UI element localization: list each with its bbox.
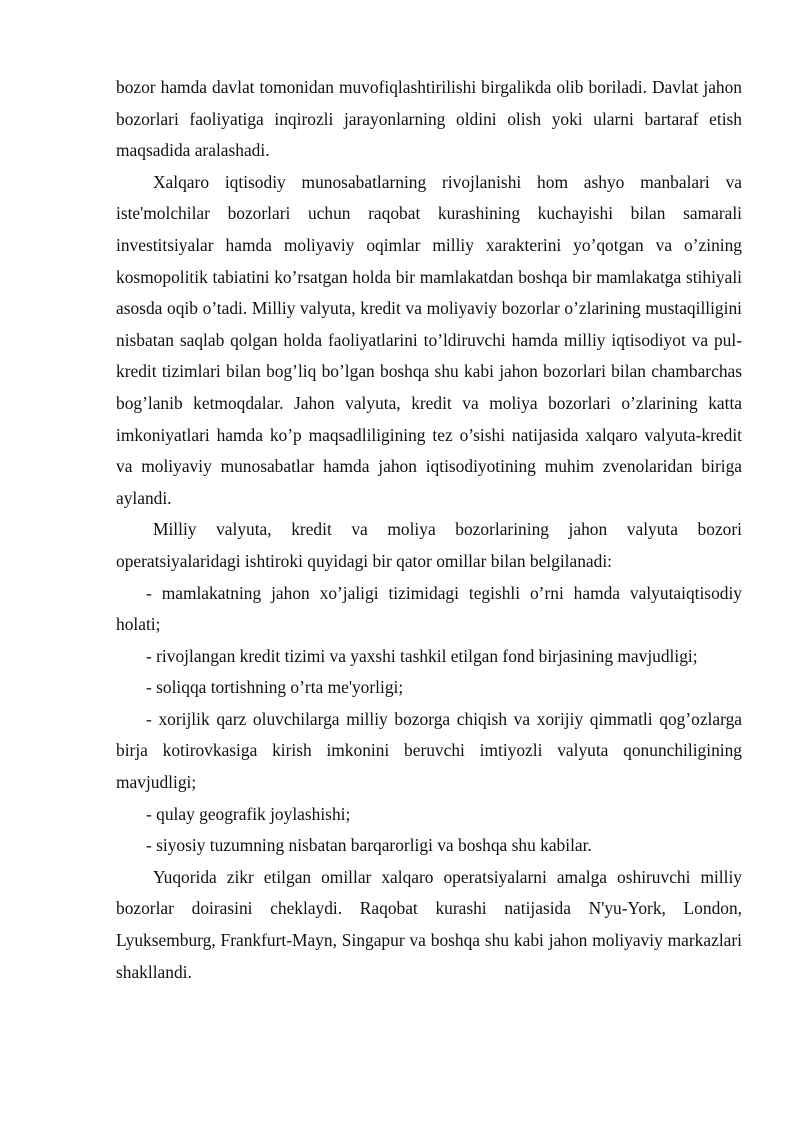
list-item: - mamlakatning jahon xo’jaligi tizimidagi tegishli o’rni hamda valyutaiqtisodiy holati; bbox=[116, 582, 742, 635]
paragraph: Milliy valyuta, kredit va moliya bozorlarining jahon valyuta bozori operatsiyalaridagi ishtiroki quyidagi bir qator omillar bilan belgilanadi: bbox=[116, 519, 742, 571]
list-item: - rivojlangan kredit tizimi va yaxshi tashkil etilgan fond birjasining mavjudligi; bbox=[146, 645, 698, 666]
list-item: - soliqqa tortishning o’rta me'yorligi; bbox=[146, 677, 404, 698]
paragraph: Xalqaro iqtisodiy munosabatlarning rivojlanishi hom ashyo manbalari va iste'molchilar bozorlari uchun raqobat kurashining kuchayishi bilan samarali investitsiyalar hamda moliyaviy oqimlar milliy xarakterini yo’qotgan va o’zining kosmopolitik tabiatini ko’rsatgan holda bir mamlakatdan boshqa bir mamlakatga stihiyali asosda oqib o’tadi. Milliy valyuta, kredit va moliyaviy bozorlar o’zlarining mustaqilligini nisbatan saqlab qolgan holda faoliyatlarini to’ldiruvchi hamda milliy iqtisodiyot va pul-kredit tizimlari bilan bog’liq bo’lgan boshqa shu kabi jahon bozorlari bilan chambarchas bog’lanib ketmoqdalar. Jahon valyuta, kredit va moliya bozorlari o’zlarining katta imkoniyatlari hamda ko’p maqsadliligining tez o’sishi natijasida xalqaro valyuta-kredit va moliyaviy munosabatlar hamda jahon iqtisodiyotining muhim zvenolaridan biriga aylandi. bbox=[116, 171, 742, 508]
paragraph: bozor hamda davlat tomonidan muvofiqlashtirilishi birgalikda olib boriladi. Davlat jahon bozorlari faoliyatiga inqirozli jarayonlarning oldini olish yoki ularni bartaraf etish maqsadida aralashadi. bbox=[116, 77, 742, 161]
list-item: - qulay geografik joylashishi; bbox=[146, 803, 351, 824]
list-item: - xorijlik qarz oluvchilarga milliy bozorga chiqish va xorijiy qimmatli qog’ozlarga birja kotirovkasiga kirish imkonini beruvchi imtiyozli valyuta qonunchiligining mavjudligi; bbox=[116, 708, 742, 793]
document-page bbox=[116, 72, 742, 988]
list-item: - siyosiy tuzumning nisbatan barqarorligi va boshqa shu kabilar. bbox=[146, 835, 592, 856]
paragraph: Yuqorida zikr etilgan omillar xalqaro operatsiyalarni amalga oshiruvchi milliy bozorlar doirasini cheklaydi. Raqobat kurashi natijasida N'yu-York, London, Lyuksemburg, Frankfurt-Mayn, Singapur va boshqa shu kabi jahon moliyaviy markazlari shakllandi. bbox=[116, 866, 742, 982]
